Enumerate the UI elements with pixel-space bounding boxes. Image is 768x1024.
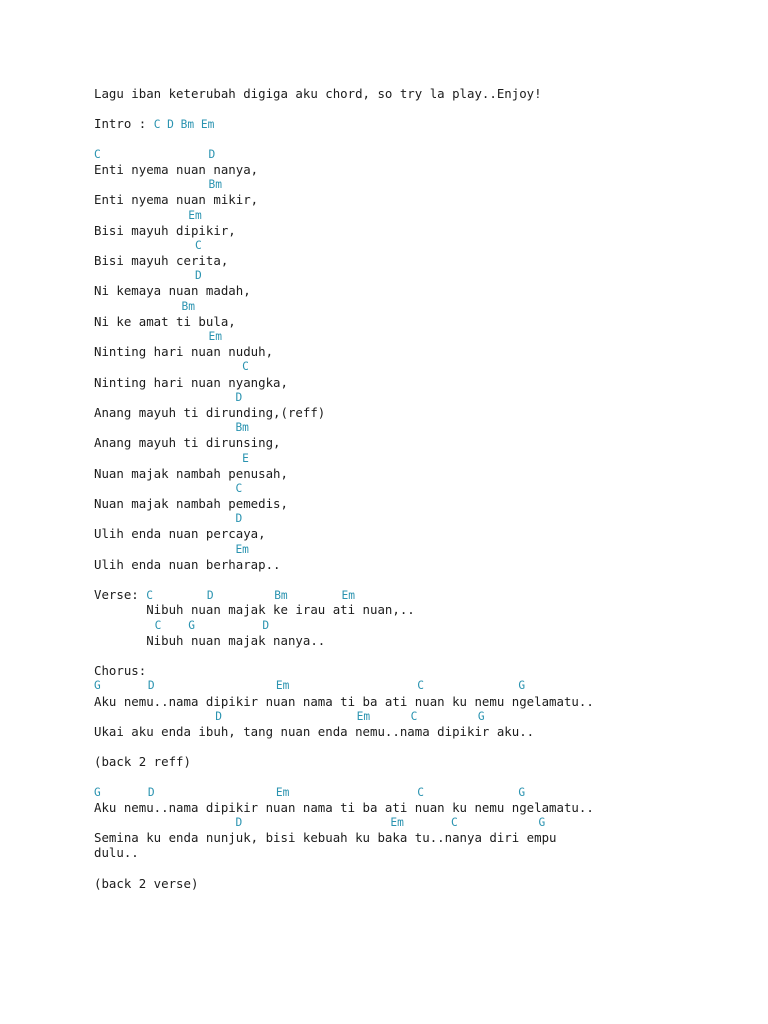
blank-line [94, 769, 734, 784]
chord-sequence: C D Bm Em [146, 589, 356, 603]
lyric-line: Nibuh nuan majak nanya.. [94, 632, 326, 648]
chord-line: C [94, 238, 202, 252]
chord-line: G D Em C G [94, 785, 526, 799]
lyric-line: Aku nemu..nama dipikir nuan nama ti ba ati nuan ku nemu ngelamatu.. [94, 693, 594, 709]
lyric-line: Ulih enda nuan berharap.. [94, 556, 281, 572]
blank-line [94, 101, 734, 116]
chord-line: D Em C G [94, 709, 485, 723]
chord-line: E [94, 451, 249, 465]
chord-line: Bm [94, 299, 196, 313]
lyric-line: Chorus: [94, 663, 147, 679]
lyric-line: Nuan majak nambah pemedis, [94, 496, 288, 512]
lyric-line: Ni kemaya nuan madah, [94, 283, 251, 299]
lyric-line: (back 2 verse) [94, 875, 199, 891]
chord-line: Bm [94, 421, 249, 435]
lyric-line: Semina ku enda nunjuk, bisi kebuah ku baka tu..nanya diri empu [94, 830, 557, 846]
chord-line: C G D [94, 618, 270, 632]
lyric-line: Ninting hari nuan nuduh, [94, 344, 274, 360]
lyric-line: Ninting hari nuan nyangka, [94, 374, 288, 390]
chord-line: C D [94, 147, 216, 161]
chord-line: Bm [94, 178, 222, 192]
chord-line: C [94, 481, 243, 495]
chord-sheet [94, 86, 734, 891]
blank-line [94, 648, 734, 663]
lyric-line: Anang mayuh ti dirunding,(reff) [94, 404, 326, 420]
blank-line [94, 739, 734, 754]
lyric-line: Anang mayuh ti dirunsing, [94, 435, 281, 451]
chord-line: D Em C G [94, 816, 546, 829]
lyric-line: Enti nyema nuan mikir, [94, 192, 259, 208]
lyric-line: Ni ke amat ti bula, [94, 313, 236, 329]
lyric-line: Lagu iban keterubah digiga aku chord, so try la play..Enjoy! [94, 86, 542, 101]
lyric-line: Nuan majak nambah penusah, [94, 465, 288, 481]
lyric-line: (back 2 reff) [94, 754, 191, 770]
lyric-line: Ukai aku enda ibuh, tang nuan enda nemu..nama dipikir aku.. [94, 723, 535, 739]
chord-line: G D Em C G [94, 679, 526, 693]
lyric-line: Enti nyema nuan nanya, [94, 161, 259, 177]
section-line [94, 587, 734, 602]
lyric-line: dulu.. [94, 845, 139, 861]
lyric-line: Ulih enda nuan percaya, [94, 526, 266, 542]
blank-line [94, 861, 734, 876]
chord-line: D [94, 390, 243, 404]
lyric-line: Bisi mayuh dipikir, [94, 222, 236, 238]
blank-line [94, 132, 734, 147]
chord-sequence: C D Bm Em [153, 118, 215, 132]
chord-line: Em [94, 208, 202, 222]
chord-line: Em [94, 542, 249, 556]
chord-line: D [94, 512, 243, 526]
section-label: Intro : [94, 116, 154, 132]
lyric-line: Nibuh nuan majak ke irau ati nuan,.. [94, 602, 415, 618]
section-line [94, 116, 734, 131]
section-label: Verse: [94, 587, 147, 603]
blank-line [94, 572, 734, 587]
lyric-line: Aku nemu..nama dipikir nuan nama ti ba ati nuan ku nemu ngelamatu.. [94, 799, 594, 815]
chord-line: D [94, 269, 202, 283]
chord-line: C [94, 360, 249, 374]
chord-line: Em [94, 330, 222, 343]
lyric-line: Bisi mayuh cerita, [94, 253, 229, 269]
